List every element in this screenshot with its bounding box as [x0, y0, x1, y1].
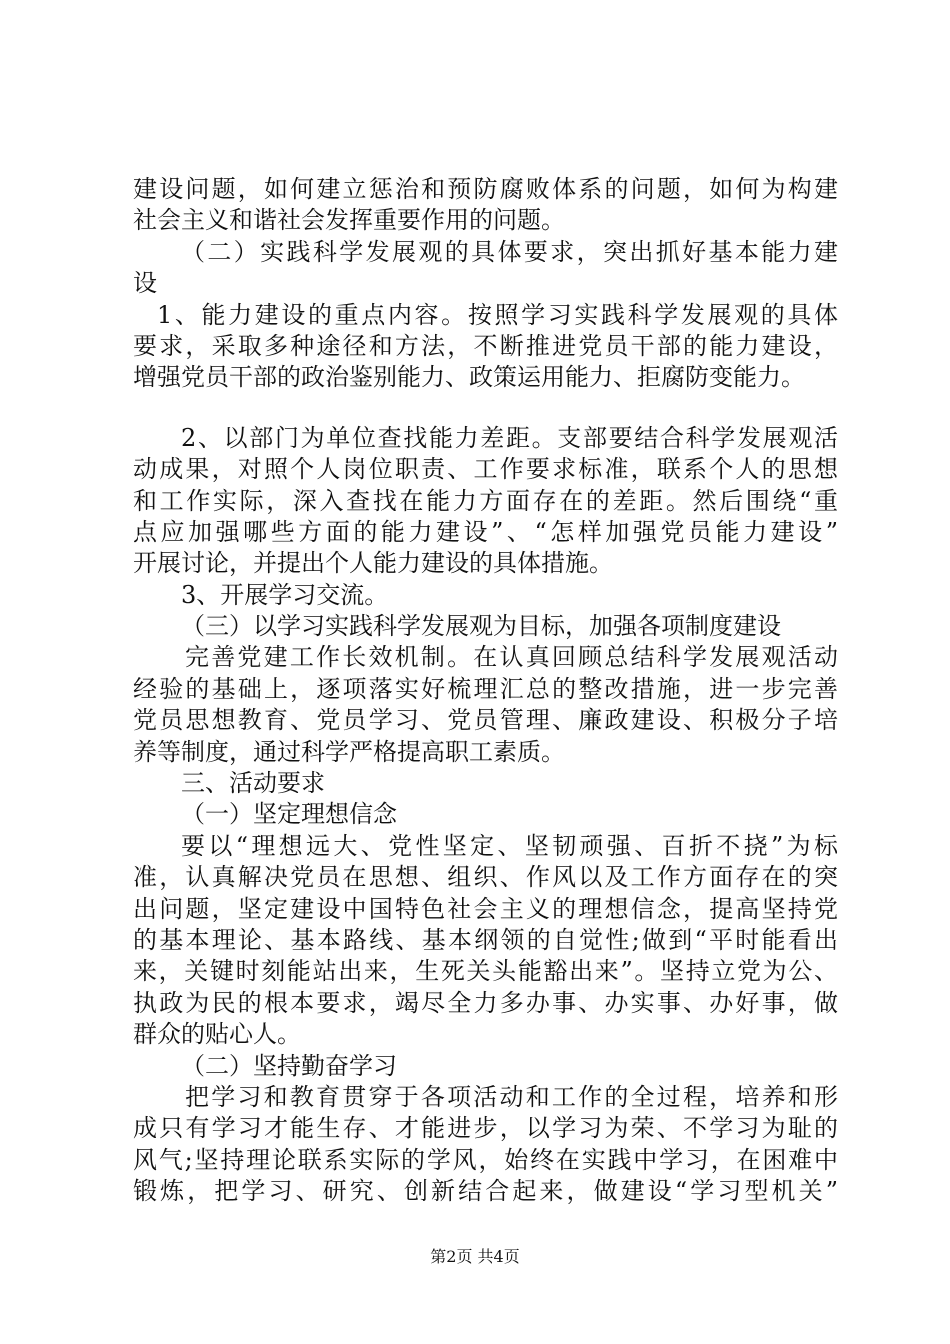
paragraph-line: 党员思想教育、党员学习、党员管理、廉政建设、积极分子培 [133, 706, 838, 735]
paragraph-line: 要求，采取多种途径和方法，不断推进党员干部的能力建设， [133, 331, 838, 360]
section-heading: 三、活动要求 [181, 769, 325, 798]
paragraph-line: 养等制度，通过科学严格提高职工素质。 [133, 737, 565, 766]
section-heading: （二）坚持勤奋学习 [181, 1051, 397, 1080]
paragraph-line: 风气;坚持理论联系实际的学风，始终在实践中学习，在困难中 [133, 1145, 838, 1174]
paragraph-line: 1、能力建设的重点内容。按照学习实践科学发展观的具体 [157, 300, 838, 329]
paragraph-line: 社会主义和谐社会发挥重要作用的问题。 [133, 206, 565, 235]
paragraph-line: 经验的基础上，逐项落实好梳理汇总的整改措施，进一步完善 [133, 674, 838, 703]
paragraph-line: 动成果，对照个人岗位职责、工作要求标准，联系个人的思想 [133, 455, 838, 484]
section-heading: （三）以学习实践科学发展观为目标，加强各项制度建设 [181, 612, 781, 641]
document-body [133, 174, 838, 1208]
paragraph-line: 把学习和教育贯穿于各项活动和工作的全过程，培养和形 [185, 1082, 838, 1111]
paragraph-line: 执政为民的根本要求，竭尽全力多办事、办实事、办好事，做 [133, 988, 838, 1017]
page-number-footer: 第2页 共4页 [430, 1247, 520, 1266]
section-heading: （二）实践科学发展观的具体要求，突出抓好基本能力建 [181, 237, 838, 266]
paragraph-line: 来，关键时刻能站出来，生死关头能豁出来”。坚持立党为公、 [133, 957, 838, 986]
paragraph-line: 和工作实际，深入查找在能力方面存在的差距。然后围绕“重 [133, 486, 838, 515]
paragraph-line: 出问题，坚定建设中国特色社会主义的理想信念，提高坚持党 [133, 894, 838, 923]
paragraph-line: 准，认真解决党员在思想、组织、作风以及工作方面存在的突 [133, 863, 838, 892]
paragraph-line: 2、以部门为单位查找能力差距。支部要结合科学发展观活 [181, 423, 838, 452]
blank-line [133, 394, 838, 423]
paragraph-line: 建设问题，如何建立惩治和预防腐败体系的问题，如何为构建 [133, 175, 838, 203]
paragraph-line: 锻炼，把学习、研究、创新结合起来，做建设“学习型机关” [133, 1177, 838, 1206]
paragraph-line: 3、开展学习交流。 [181, 580, 389, 609]
paragraph-line: 的基本理论、基本路线、基本纲领的自觉性;做到“平时能看出 [133, 925, 838, 954]
paragraph-line: 增强党员干部的政治鉴别能力、政策运用能力、拒腐防变能力。 [133, 363, 805, 392]
paragraph-line: 点应加强哪些方面的能力建设”、“怎样加强党员能力建设” [133, 517, 838, 546]
paragraph-line: 开展讨论，并提出个人能力建设的具体措施。 [133, 549, 613, 578]
section-heading: （一）坚定理想信念 [181, 800, 397, 829]
paragraph-line: 要以“理想远大、党性坚定、坚韧顽强、百折不挠”为标 [181, 831, 838, 860]
section-heading-continued: 设 [133, 269, 157, 298]
paragraph-line: 完善党建工作长效机制。在认真回顾总结科学发展观活动 [185, 643, 838, 672]
paragraph-line: 群众的贴心人。 [133, 1020, 301, 1049]
paragraph-line: 成只有学习才能生存、才能进步，以学习为荣、不学习为耻的 [133, 1114, 838, 1143]
